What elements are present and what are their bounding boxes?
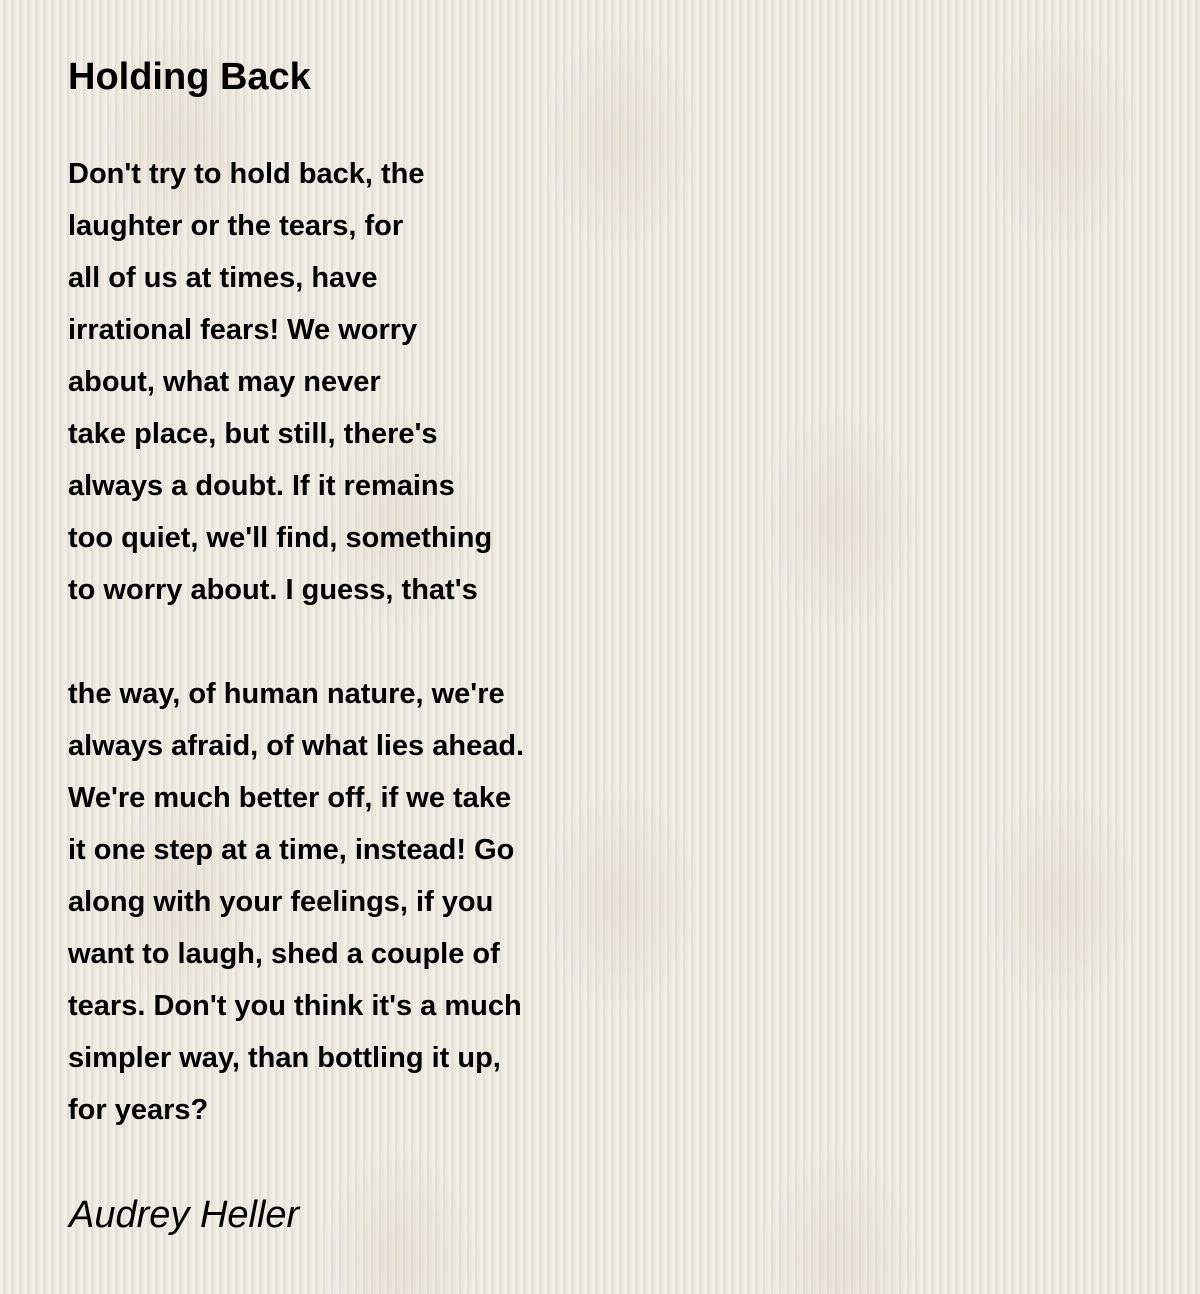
poem-line: all of us at times, have — [68, 262, 378, 294]
poem-line: always afraid, of what lies ahead. — [68, 730, 525, 762]
poem-line: always a doubt. If it remains — [68, 470, 455, 502]
poem-line: it one step at a time, instead! Go — [68, 834, 515, 866]
poem-title: Holding Back — [68, 56, 311, 98]
poem-line: about, what may never — [68, 366, 381, 398]
poem-line: laughter or the tears, for — [68, 210, 404, 242]
stanza-1 — [68, 148, 524, 616]
poem-line: tears. Don't you think it's a much — [68, 990, 522, 1022]
poem-line: too quiet, we'll find, something — [68, 522, 493, 554]
poem-line: Don't try to hold back, the — [68, 158, 425, 190]
poem-line: along with your feelings, if you — [68, 886, 494, 918]
poem-line: simpler way, than bottling it up, — [68, 1042, 501, 1074]
poem-line: take place, but still, there's — [68, 418, 438, 450]
poem-line: to worry about. I guess, that's — [68, 574, 478, 606]
poem-line: want to laugh, shed a couple of — [68, 938, 500, 970]
poem-line: We're much better off, if we take — [68, 782, 512, 814]
poem-body — [68, 148, 524, 1188]
poem-author: Audrey Heller — [69, 1194, 300, 1236]
stanza-2 — [68, 668, 524, 1136]
poem-line: the way, of human nature, we're — [68, 678, 505, 710]
poem-line: for years? — [68, 1094, 209, 1126]
poem-line: irrational fears! We worry — [68, 314, 418, 346]
